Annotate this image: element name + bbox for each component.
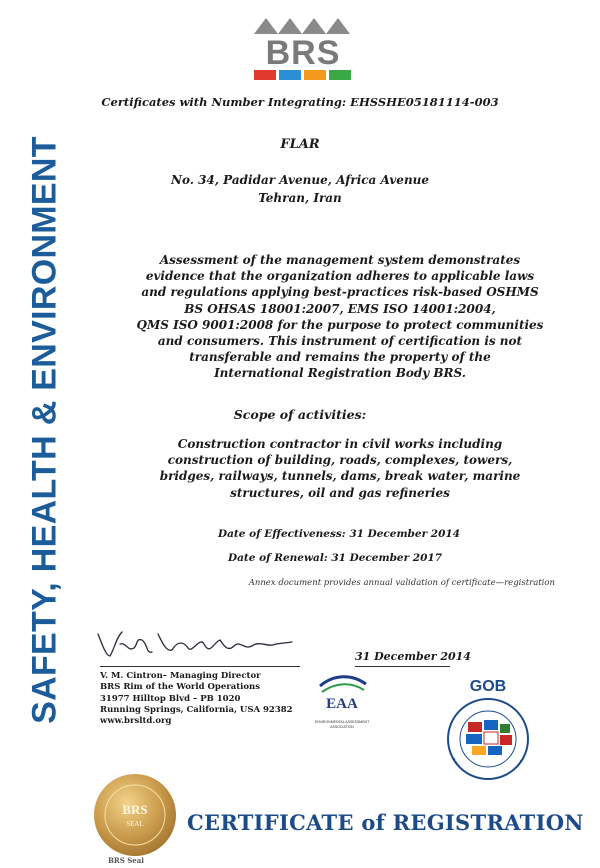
seal-label: BRS: [122, 802, 148, 817]
assessment-line: and consumers. This instrument of certification is not: [157, 334, 523, 349]
scope-line: construction of building, roads, complexes, towers,: [167, 453, 513, 468]
signatory-block: [100, 671, 293, 727]
certificate-number: Certificates with Number Integrating: EHSSHE05181114-003: [101, 95, 499, 109]
address-line: Tehran, Iran: [258, 191, 342, 205]
gob-seal: [438, 678, 538, 782]
seal-caption: BRS Seal: [108, 856, 144, 865]
assessment-line: and regulations applying best-practices risk-based OSHMS: [141, 285, 539, 300]
eaa-sub-label: ENVIRONMENTAL ASSESSMENT ASSOCIATION: [314, 720, 370, 729]
assessment-line: QMS ISO 9001:2008 for the purpose to protect communities: [136, 317, 544, 332]
address-line: No. 34, Padidar Avenue, Africa Avenue: [170, 173, 430, 187]
signatory-line: www.brsltd.org: [100, 716, 172, 727]
gold-seal-icon: [92, 772, 178, 858]
scope-line: bridges, railways, tunnels, dams, break water, marine: [159, 469, 521, 484]
eaa-label: EAA: [326, 696, 358, 712]
side-banner: [0, 0, 90, 868]
assessment-line: evidence that the organization adheres to applicable laws: [145, 269, 535, 284]
brs-logo-text: BRS: [265, 34, 341, 72]
footer-title: CERTIFICATE of REGISTRATION: [187, 810, 584, 835]
assessment-line: BS OHSAS 18001:2007, EMS ISO 14001:2004,: [184, 301, 496, 316]
side-banner-text: SAFETY, HEALTH & ENVIRONMENT: [25, 136, 64, 724]
eaa-logo-icon: [312, 672, 372, 716]
gob-emblem-icon: [444, 696, 532, 782]
signature-date: 31 December 2014: [355, 650, 471, 663]
brs-gold-seal: [92, 772, 178, 858]
annex-note: Annex document provides annual validation of certificate—registration: [248, 578, 555, 588]
renewal-date: Date of Renewal: 31 December 2017: [228, 552, 443, 564]
assessment-paragraph: [100, 252, 580, 382]
signatory-line: Running Springs, California, USA 92382: [100, 704, 293, 715]
organization-name: FLAR: [280, 137, 320, 152]
scope-line: structures, oil and gas refineries: [230, 485, 450, 500]
brs-logo: [248, 14, 358, 84]
date-line-rule: [355, 666, 450, 667]
assessment-line: Assessment of the management system demonstrates: [159, 253, 521, 267]
signatory-line: BRS Rim of the World Operations: [100, 682, 261, 693]
signature-icon: [92, 622, 302, 666]
signature-line: [100, 666, 300, 667]
effective-date: Date of Effectiveness: 31 December 2014: [218, 528, 460, 540]
assessment-line: transferable and remains the property of the: [189, 350, 491, 365]
signatory-line: 31977 Hilltop Blvd – PB 1020: [100, 693, 241, 704]
assessment-line: International Registration Body BRS.: [214, 366, 466, 381]
signatory-name: V. M. Cintron– Managing Director: [100, 671, 261, 681]
scope-line: Construction contractor in civil works including: [177, 437, 503, 451]
eaa-logo: [312, 672, 372, 729]
scope-heading: Scope of activities:: [233, 407, 367, 422]
seal-sub-label: SEAL: [126, 820, 144, 828]
scope-paragraph: [100, 436, 580, 501]
gob-label: GOB: [469, 678, 507, 695]
